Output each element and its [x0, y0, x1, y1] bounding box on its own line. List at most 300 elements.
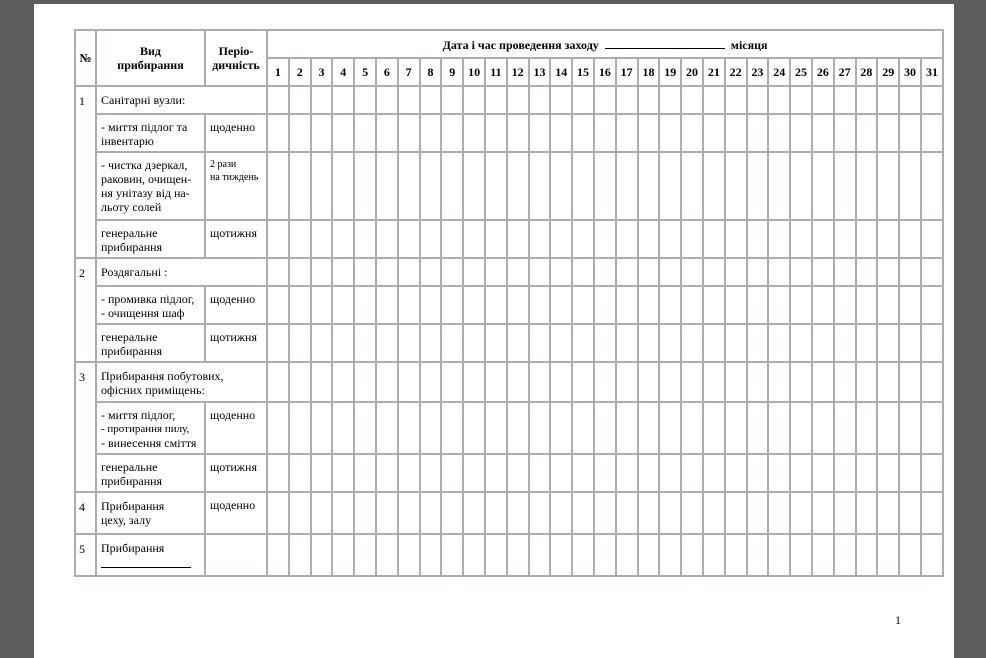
- day-cell[interactable]: [704, 403, 726, 455]
- day-cell[interactable]: [835, 363, 857, 403]
- day-cell[interactable]: [551, 259, 573, 287]
- day-cell[interactable]: [530, 325, 552, 363]
- day-cell[interactable]: [421, 403, 443, 455]
- day-cell[interactable]: [551, 287, 573, 325]
- day-cell[interactable]: [682, 221, 704, 259]
- day-cell[interactable]: [748, 403, 770, 455]
- day-cell[interactable]: [922, 287, 944, 325]
- day-cell[interactable]: [900, 259, 922, 287]
- day-cell[interactable]: [660, 493, 682, 535]
- day-cell[interactable]: [922, 87, 944, 115]
- day-cell[interactable]: [551, 493, 573, 535]
- day-cell[interactable]: [355, 363, 377, 403]
- day-cell[interactable]: [486, 259, 508, 287]
- day-cell[interactable]: [857, 153, 879, 221]
- day-cell[interactable]: [835, 115, 857, 153]
- day-cell[interactable]: [442, 153, 464, 221]
- day-cell[interactable]: [399, 363, 421, 403]
- day-cell[interactable]: [857, 493, 879, 535]
- day-cell[interactable]: [268, 535, 290, 577]
- day-cell[interactable]: [530, 115, 552, 153]
- day-cell[interactable]: [726, 259, 748, 287]
- day-cell[interactable]: [835, 221, 857, 259]
- day-cell[interactable]: [682, 287, 704, 325]
- day-cell[interactable]: [312, 115, 334, 153]
- day-cell[interactable]: [791, 115, 813, 153]
- day-cell[interactable]: [464, 403, 486, 455]
- day-cell[interactable]: [333, 535, 355, 577]
- day-cell[interactable]: [464, 455, 486, 493]
- day-cell[interactable]: [268, 493, 290, 535]
- day-cell[interactable]: [573, 455, 595, 493]
- day-cell[interactable]: [399, 115, 421, 153]
- day-cell[interactable]: [813, 535, 835, 577]
- day-cell[interactable]: [660, 115, 682, 153]
- day-cell[interactable]: [835, 455, 857, 493]
- day-cell[interactable]: [617, 153, 639, 221]
- day-cell[interactable]: [726, 87, 748, 115]
- day-cell[interactable]: [639, 153, 661, 221]
- day-cell[interactable]: [290, 363, 312, 403]
- day-cell[interactable]: [399, 153, 421, 221]
- day-cell[interactable]: [464, 325, 486, 363]
- day-cell[interactable]: [857, 221, 879, 259]
- day-cell[interactable]: [813, 287, 835, 325]
- day-cell[interactable]: [639, 455, 661, 493]
- day-cell[interactable]: [551, 535, 573, 577]
- day-cell[interactable]: [922, 259, 944, 287]
- day-cell[interactable]: [312, 403, 334, 455]
- day-cell[interactable]: [617, 115, 639, 153]
- day-cell[interactable]: [290, 325, 312, 363]
- day-cell[interactable]: [878, 363, 900, 403]
- day-cell[interactable]: [726, 363, 748, 403]
- day-cell[interactable]: [290, 455, 312, 493]
- day-cell[interactable]: [312, 153, 334, 221]
- day-cell[interactable]: [355, 455, 377, 493]
- day-cell[interactable]: [922, 115, 944, 153]
- day-cell[interactable]: [508, 87, 530, 115]
- day-cell[interactable]: [399, 325, 421, 363]
- day-cell[interactable]: [290, 403, 312, 455]
- day-cell[interactable]: [551, 115, 573, 153]
- day-cell[interactable]: [333, 455, 355, 493]
- day-cell[interactable]: [508, 493, 530, 535]
- day-cell[interactable]: [660, 287, 682, 325]
- day-cell[interactable]: [617, 259, 639, 287]
- day-cell[interactable]: [682, 493, 704, 535]
- day-cell[interactable]: [813, 87, 835, 115]
- day-cell[interactable]: [312, 87, 334, 115]
- day-cell[interactable]: [399, 87, 421, 115]
- day-cell[interactable]: [290, 221, 312, 259]
- day-cell[interactable]: [639, 259, 661, 287]
- day-cell[interactable]: [442, 403, 464, 455]
- day-cell[interactable]: [922, 493, 944, 535]
- day-cell[interactable]: [857, 87, 879, 115]
- day-cell[interactable]: [704, 221, 726, 259]
- day-cell[interactable]: [312, 455, 334, 493]
- day-cell[interactable]: [900, 87, 922, 115]
- day-cell[interactable]: [813, 325, 835, 363]
- day-cell[interactable]: [726, 115, 748, 153]
- day-cell[interactable]: [878, 535, 900, 577]
- day-cell[interactable]: [442, 87, 464, 115]
- day-cell[interactable]: [312, 363, 334, 403]
- day-cell[interactable]: [551, 87, 573, 115]
- day-cell[interactable]: [464, 493, 486, 535]
- day-cell[interactable]: [442, 535, 464, 577]
- day-cell[interactable]: [639, 493, 661, 535]
- day-cell[interactable]: [704, 325, 726, 363]
- day-cell[interactable]: [900, 535, 922, 577]
- day-cell[interactable]: [530, 87, 552, 115]
- day-cell[interactable]: [595, 87, 617, 115]
- day-cell[interactable]: [530, 259, 552, 287]
- day-cell[interactable]: [355, 115, 377, 153]
- day-cell[interactable]: [486, 87, 508, 115]
- day-cell[interactable]: [530, 287, 552, 325]
- day-cell[interactable]: [682, 115, 704, 153]
- day-cell[interactable]: [769, 535, 791, 577]
- day-cell[interactable]: [442, 115, 464, 153]
- day-cell[interactable]: [573, 325, 595, 363]
- day-cell[interactable]: [464, 115, 486, 153]
- day-cell[interactable]: [421, 363, 443, 403]
- day-cell[interactable]: [508, 535, 530, 577]
- day-cell[interactable]: [791, 535, 813, 577]
- day-cell[interactable]: [769, 153, 791, 221]
- day-cell[interactable]: [682, 535, 704, 577]
- day-cell[interactable]: [268, 259, 290, 287]
- day-cell[interactable]: [660, 455, 682, 493]
- day-cell[interactable]: [377, 287, 399, 325]
- day-cell[interactable]: [791, 325, 813, 363]
- day-cell[interactable]: [726, 455, 748, 493]
- day-cell[interactable]: [617, 493, 639, 535]
- day-cell[interactable]: [857, 325, 879, 363]
- day-cell[interactable]: [355, 403, 377, 455]
- day-cell[interactable]: [791, 455, 813, 493]
- day-cell[interactable]: [835, 153, 857, 221]
- day-cell[interactable]: [617, 87, 639, 115]
- day-cell[interactable]: [464, 363, 486, 403]
- day-cell[interactable]: [595, 287, 617, 325]
- day-cell[interactable]: [268, 325, 290, 363]
- day-cell[interactable]: [791, 287, 813, 325]
- day-cell[interactable]: [857, 403, 879, 455]
- day-cell[interactable]: [660, 363, 682, 403]
- day-cell[interactable]: [704, 87, 726, 115]
- day-cell[interactable]: [421, 455, 443, 493]
- day-cell[interactable]: [704, 259, 726, 287]
- day-cell[interactable]: [791, 493, 813, 535]
- day-cell[interactable]: [333, 153, 355, 221]
- day-cell[interactable]: [595, 493, 617, 535]
- day-cell[interactable]: [922, 363, 944, 403]
- day-cell[interactable]: [268, 115, 290, 153]
- day-cell[interactable]: [508, 363, 530, 403]
- day-cell[interactable]: [769, 403, 791, 455]
- day-cell[interactable]: [835, 287, 857, 325]
- day-cell[interactable]: [312, 535, 334, 577]
- day-cell[interactable]: [486, 493, 508, 535]
- day-cell[interactable]: [748, 535, 770, 577]
- day-cell[interactable]: [486, 455, 508, 493]
- day-cell[interactable]: [486, 403, 508, 455]
- day-cell[interactable]: [530, 403, 552, 455]
- day-cell[interactable]: [486, 325, 508, 363]
- day-cell[interactable]: [639, 87, 661, 115]
- day-cell[interactable]: [835, 325, 857, 363]
- day-cell[interactable]: [268, 403, 290, 455]
- day-cell[interactable]: [573, 535, 595, 577]
- day-cell[interactable]: [290, 115, 312, 153]
- day-cell[interactable]: [639, 221, 661, 259]
- day-cell[interactable]: [508, 259, 530, 287]
- day-cell[interactable]: [399, 455, 421, 493]
- day-cell[interactable]: [878, 221, 900, 259]
- day-cell[interactable]: [791, 259, 813, 287]
- day-cell[interactable]: [639, 535, 661, 577]
- day-cell[interactable]: [791, 87, 813, 115]
- day-cell[interactable]: [682, 87, 704, 115]
- day-cell[interactable]: [878, 403, 900, 455]
- day-cell[interactable]: [530, 535, 552, 577]
- day-cell[interactable]: [835, 259, 857, 287]
- day-cell[interactable]: [399, 221, 421, 259]
- day-cell[interactable]: [595, 363, 617, 403]
- day-cell[interactable]: [660, 153, 682, 221]
- day-cell[interactable]: [355, 287, 377, 325]
- day-cell[interactable]: [660, 87, 682, 115]
- day-cell[interactable]: [617, 287, 639, 325]
- day-cell[interactable]: [377, 259, 399, 287]
- day-cell[interactable]: [617, 403, 639, 455]
- day-cell[interactable]: [464, 259, 486, 287]
- day-cell[interactable]: [900, 287, 922, 325]
- day-cell[interactable]: [769, 259, 791, 287]
- day-cell[interactable]: [922, 221, 944, 259]
- day-cell[interactable]: [312, 493, 334, 535]
- day-cell[interactable]: [551, 363, 573, 403]
- day-cell[interactable]: [333, 363, 355, 403]
- day-cell[interactable]: [333, 87, 355, 115]
- day-cell[interactable]: [333, 325, 355, 363]
- day-cell[interactable]: [464, 153, 486, 221]
- day-cell[interactable]: [617, 455, 639, 493]
- day-cell[interactable]: [530, 153, 552, 221]
- day-cell[interactable]: [573, 153, 595, 221]
- day-cell[interactable]: [878, 115, 900, 153]
- day-cell[interactable]: [857, 259, 879, 287]
- day-cell[interactable]: [769, 325, 791, 363]
- day-cell[interactable]: [551, 221, 573, 259]
- day-cell[interactable]: [399, 403, 421, 455]
- day-cell[interactable]: [878, 493, 900, 535]
- day-cell[interactable]: [290, 535, 312, 577]
- day-cell[interactable]: [617, 221, 639, 259]
- day-cell[interactable]: [726, 493, 748, 535]
- day-cell[interactable]: [268, 221, 290, 259]
- day-cell[interactable]: [595, 259, 617, 287]
- day-cell[interactable]: [312, 221, 334, 259]
- day-cell[interactable]: [726, 325, 748, 363]
- day-cell[interactable]: [900, 115, 922, 153]
- day-cell[interactable]: [399, 259, 421, 287]
- day-cell[interactable]: [748, 115, 770, 153]
- day-cell[interactable]: [704, 455, 726, 493]
- day-cell[interactable]: [682, 153, 704, 221]
- day-cell[interactable]: [530, 221, 552, 259]
- day-cell[interactable]: [377, 363, 399, 403]
- day-cell[interactable]: [355, 535, 377, 577]
- day-cell[interactable]: [573, 363, 595, 403]
- day-cell[interactable]: [551, 325, 573, 363]
- day-cell[interactable]: [835, 493, 857, 535]
- day-cell[interactable]: [639, 325, 661, 363]
- day-cell[interactable]: [333, 115, 355, 153]
- day-cell[interactable]: [595, 403, 617, 455]
- day-cell[interactable]: [333, 259, 355, 287]
- day-cell[interactable]: [769, 363, 791, 403]
- day-cell[interactable]: [900, 221, 922, 259]
- day-cell[interactable]: [704, 493, 726, 535]
- day-cell[interactable]: [748, 363, 770, 403]
- day-cell[interactable]: [290, 153, 312, 221]
- day-cell[interactable]: [748, 259, 770, 287]
- day-cell[interactable]: [377, 115, 399, 153]
- day-cell[interactable]: [464, 221, 486, 259]
- day-cell[interactable]: [421, 287, 443, 325]
- day-cell[interactable]: [835, 87, 857, 115]
- day-cell[interactable]: [922, 403, 944, 455]
- day-cell[interactable]: [595, 535, 617, 577]
- day-cell[interactable]: [813, 363, 835, 403]
- day-cell[interactable]: [639, 287, 661, 325]
- day-cell[interactable]: [639, 115, 661, 153]
- day-cell[interactable]: [704, 363, 726, 403]
- day-cell[interactable]: [682, 259, 704, 287]
- day-cell[interactable]: [660, 221, 682, 259]
- day-cell[interactable]: [377, 153, 399, 221]
- day-cell[interactable]: [290, 87, 312, 115]
- day-cell[interactable]: [355, 493, 377, 535]
- day-cell[interactable]: [486, 535, 508, 577]
- day-cell[interactable]: [748, 221, 770, 259]
- day-cell[interactable]: [268, 455, 290, 493]
- day-cell[interactable]: [355, 87, 377, 115]
- day-cell[interactable]: [660, 403, 682, 455]
- day-cell[interactable]: [573, 287, 595, 325]
- day-cell[interactable]: [464, 87, 486, 115]
- day-cell[interactable]: [421, 535, 443, 577]
- day-cell[interactable]: [355, 221, 377, 259]
- day-cell[interactable]: [748, 455, 770, 493]
- day-cell[interactable]: [857, 535, 879, 577]
- day-cell[interactable]: [900, 153, 922, 221]
- day-cell[interactable]: [878, 87, 900, 115]
- day-cell[interactable]: [660, 535, 682, 577]
- day-cell[interactable]: [769, 87, 791, 115]
- day-cell[interactable]: [617, 325, 639, 363]
- day-cell[interactable]: [900, 325, 922, 363]
- day-cell[interactable]: [421, 259, 443, 287]
- day-cell[interactable]: [813, 221, 835, 259]
- day-cell[interactable]: [639, 403, 661, 455]
- day-cell[interactable]: [769, 455, 791, 493]
- day-cell[interactable]: [377, 403, 399, 455]
- day-cell[interactable]: [682, 455, 704, 493]
- day-cell[interactable]: [421, 115, 443, 153]
- day-cell[interactable]: [290, 259, 312, 287]
- day-cell[interactable]: [355, 153, 377, 221]
- day-cell[interactable]: [573, 115, 595, 153]
- day-cell[interactable]: [878, 153, 900, 221]
- day-cell[interactable]: [377, 535, 399, 577]
- day-cell[interactable]: [704, 115, 726, 153]
- day-cell[interactable]: [508, 455, 530, 493]
- day-cell[interactable]: [922, 535, 944, 577]
- day-cell[interactable]: [530, 455, 552, 493]
- day-cell[interactable]: [333, 221, 355, 259]
- day-cell[interactable]: [922, 325, 944, 363]
- day-cell[interactable]: [835, 535, 857, 577]
- day-cell[interactable]: [791, 363, 813, 403]
- day-cell[interactable]: [530, 363, 552, 403]
- day-cell[interactable]: [682, 363, 704, 403]
- day-cell[interactable]: [377, 221, 399, 259]
- day-cell[interactable]: [791, 403, 813, 455]
- day-cell[interactable]: [791, 153, 813, 221]
- day-cell[interactable]: [464, 535, 486, 577]
- day-cell[interactable]: [857, 287, 879, 325]
- day-cell[interactable]: [726, 221, 748, 259]
- day-cell[interactable]: [377, 493, 399, 535]
- day-cell[interactable]: [900, 455, 922, 493]
- day-cell[interactable]: [726, 403, 748, 455]
- day-cell[interactable]: [682, 403, 704, 455]
- day-cell[interactable]: [573, 493, 595, 535]
- day-cell[interactable]: [922, 455, 944, 493]
- day-cell[interactable]: [333, 493, 355, 535]
- day-cell[interactable]: [704, 153, 726, 221]
- day-cell[interactable]: [769, 493, 791, 535]
- day-cell[interactable]: [486, 115, 508, 153]
- day-cell[interactable]: [290, 493, 312, 535]
- day-cell[interactable]: [442, 287, 464, 325]
- day-cell[interactable]: [704, 287, 726, 325]
- day-cell[interactable]: [639, 363, 661, 403]
- day-cell[interactable]: [333, 287, 355, 325]
- day-cell[interactable]: [268, 153, 290, 221]
- day-cell[interactable]: [551, 455, 573, 493]
- day-cell[interactable]: [464, 287, 486, 325]
- day-cell[interactable]: [355, 259, 377, 287]
- day-cell[interactable]: [813, 455, 835, 493]
- day-cell[interactable]: [769, 221, 791, 259]
- day-cell[interactable]: [748, 287, 770, 325]
- day-cell[interactable]: [748, 87, 770, 115]
- day-cell[interactable]: [682, 325, 704, 363]
- day-cell[interactable]: [813, 259, 835, 287]
- day-cell[interactable]: [900, 403, 922, 455]
- day-cell[interactable]: [748, 493, 770, 535]
- day-cell[interactable]: [791, 221, 813, 259]
- day-cell[interactable]: [573, 87, 595, 115]
- day-cell[interactable]: [312, 259, 334, 287]
- day-cell[interactable]: [421, 153, 443, 221]
